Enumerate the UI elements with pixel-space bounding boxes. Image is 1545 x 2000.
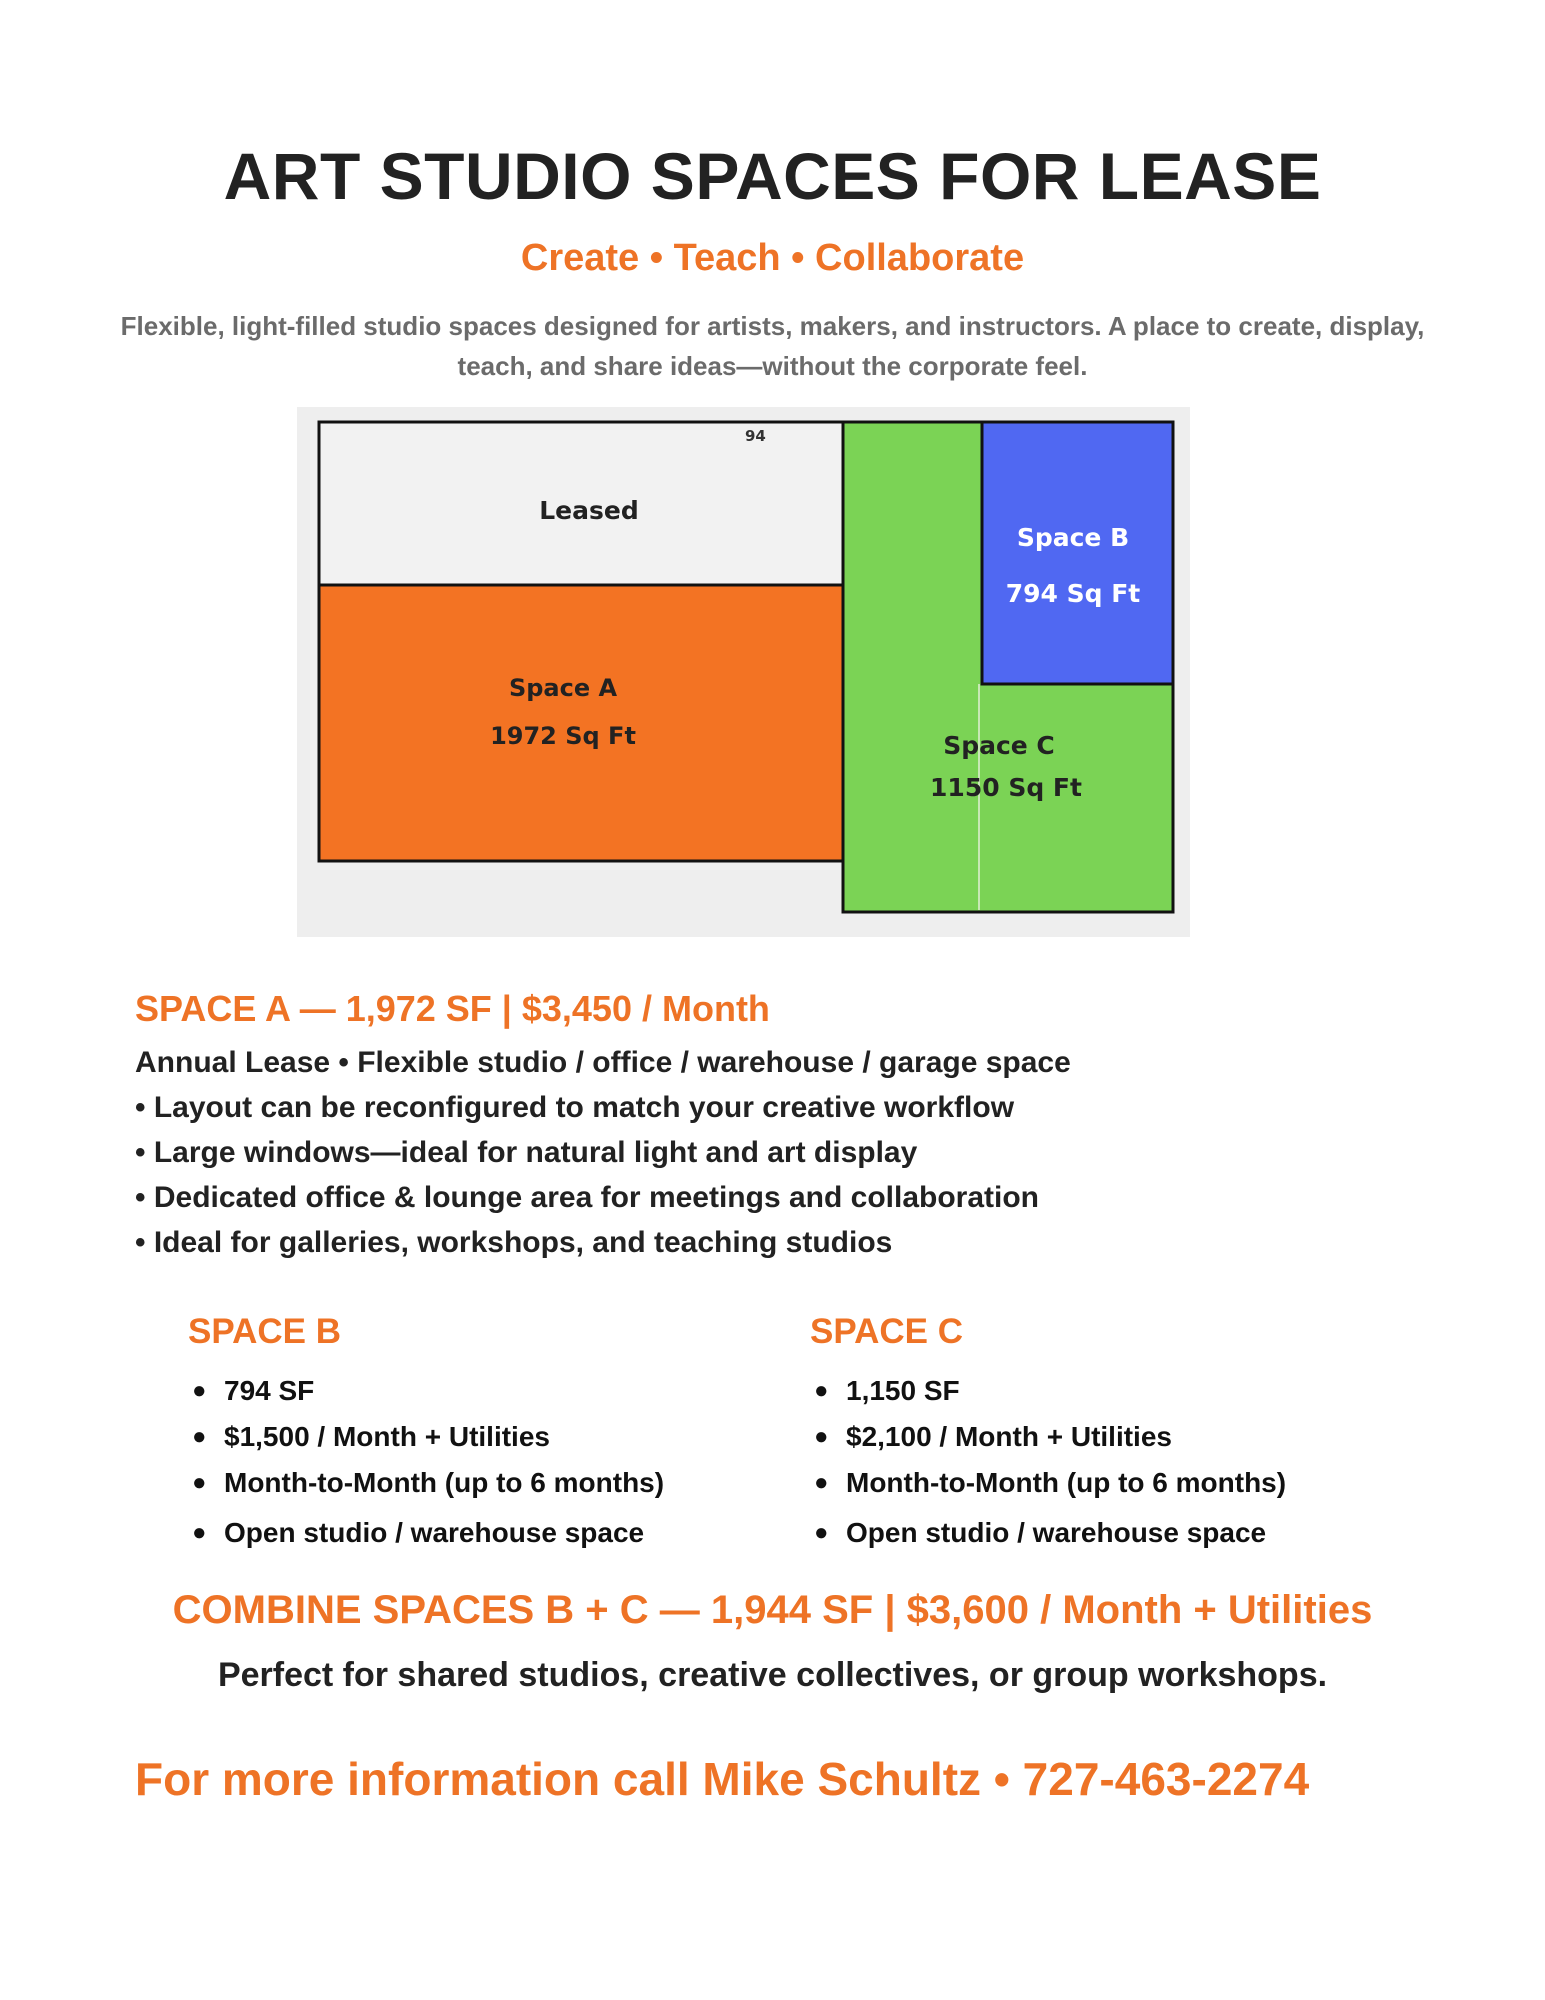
space-b-label: Space B — [1016, 523, 1130, 552]
space-a-line: • Layout can be reconfigured to match your creative workflow — [135, 1091, 1015, 1124]
space-c-list — [810, 1368, 1370, 1556]
space-a-line: • Ideal for galleries, workshops, and teaching studios — [135, 1226, 893, 1259]
space-a-line: • Dedicated office & lounge area for meetings and collaboration — [135, 1181, 1039, 1214]
bullet-icon: ● — [192, 1377, 207, 1404]
list-item-text: $1,500 / Month + Utilities — [224, 1421, 550, 1452]
space-b-list — [188, 1368, 748, 1556]
space-c-heading: SPACE C — [810, 1312, 963, 1351]
bullet-icon: ● — [814, 1377, 829, 1404]
list-item — [810, 1368, 1370, 1414]
bullet-icon: ● — [192, 1423, 207, 1450]
list-item-text: Open studio / warehouse space — [846, 1517, 1267, 1548]
list-item-text: 1,150 SF — [846, 1375, 960, 1406]
list-item-text: 794 SF — [224, 1375, 315, 1406]
bullet-icon: ● — [192, 1519, 207, 1546]
list-item-text: Month-to-Month (up to 6 months) — [846, 1467, 1287, 1498]
space-c-section — [810, 1312, 1370, 1556]
list-item-text: $2,100 / Month + Utilities — [846, 1421, 1172, 1452]
space-b-section — [188, 1312, 748, 1556]
space-a-heading: SPACE A — 1,972 SF | $3,450 / Month — [135, 988, 770, 1029]
tagline: Create • Teach • Collaborate — [520, 237, 1025, 279]
list-item-text: Month-to-Month (up to 6 months) — [224, 1467, 665, 1498]
space-b-size: 794 Sq Ft — [1005, 579, 1141, 608]
combine-heading: COMBINE SPACES B + C — 1,944 SF | $3,600 / Month + Utilities — [172, 1588, 1373, 1632]
floor-plan — [297, 407, 1190, 937]
list-item — [810, 1460, 1370, 1506]
list-item — [188, 1460, 748, 1506]
bullet-icon: ● — [814, 1519, 829, 1546]
list-item — [188, 1510, 748, 1556]
space-b-heading: SPACE B — [188, 1312, 341, 1351]
space-a-line: • Large windows—ideal for natural light and art display — [135, 1136, 918, 1169]
space-c-size: 1150 Sq Ft — [930, 773, 1082, 802]
list-item-text: Open studio / warehouse space — [224, 1517, 645, 1548]
combine-description: Perfect for shared studios, creative collectives, or group workshops. — [217, 1656, 1328, 1694]
contact-info: For more information call Mike Schultz • 727-463-2274 — [135, 1753, 1310, 1805]
list-item — [810, 1414, 1370, 1460]
leased-label: Leased — [539, 496, 639, 525]
space-a-size: 1972 Sq Ft — [490, 722, 636, 750]
list-item — [188, 1368, 748, 1414]
page-title: ART STUDIO SPACES FOR LEASE — [223, 139, 1322, 213]
space-b-area — [982, 422, 1173, 684]
space-a-line: Annual Lease • Flexible studio / office / warehouse / garage space — [135, 1046, 1071, 1079]
floor-plan-marker: 94 — [745, 427, 766, 445]
list-item — [188, 1414, 748, 1460]
bullet-icon: ● — [814, 1469, 829, 1496]
bullet-icon: ● — [192, 1469, 207, 1496]
space-a-details — [135, 1040, 1235, 1265]
space-a-label: Space A — [508, 674, 618, 702]
list-item — [810, 1510, 1370, 1556]
space-c-label: Space C — [943, 731, 1055, 760]
bullet-icon: ● — [814, 1423, 829, 1450]
intro-paragraph: Flexible, light-filled studio spaces designed for artists, makers, and instructors. A place to create, display, teach, and share ideas—without the corporate feel. — [120, 311, 1425, 381]
floor-plan-diagram — [297, 407, 1190, 937]
